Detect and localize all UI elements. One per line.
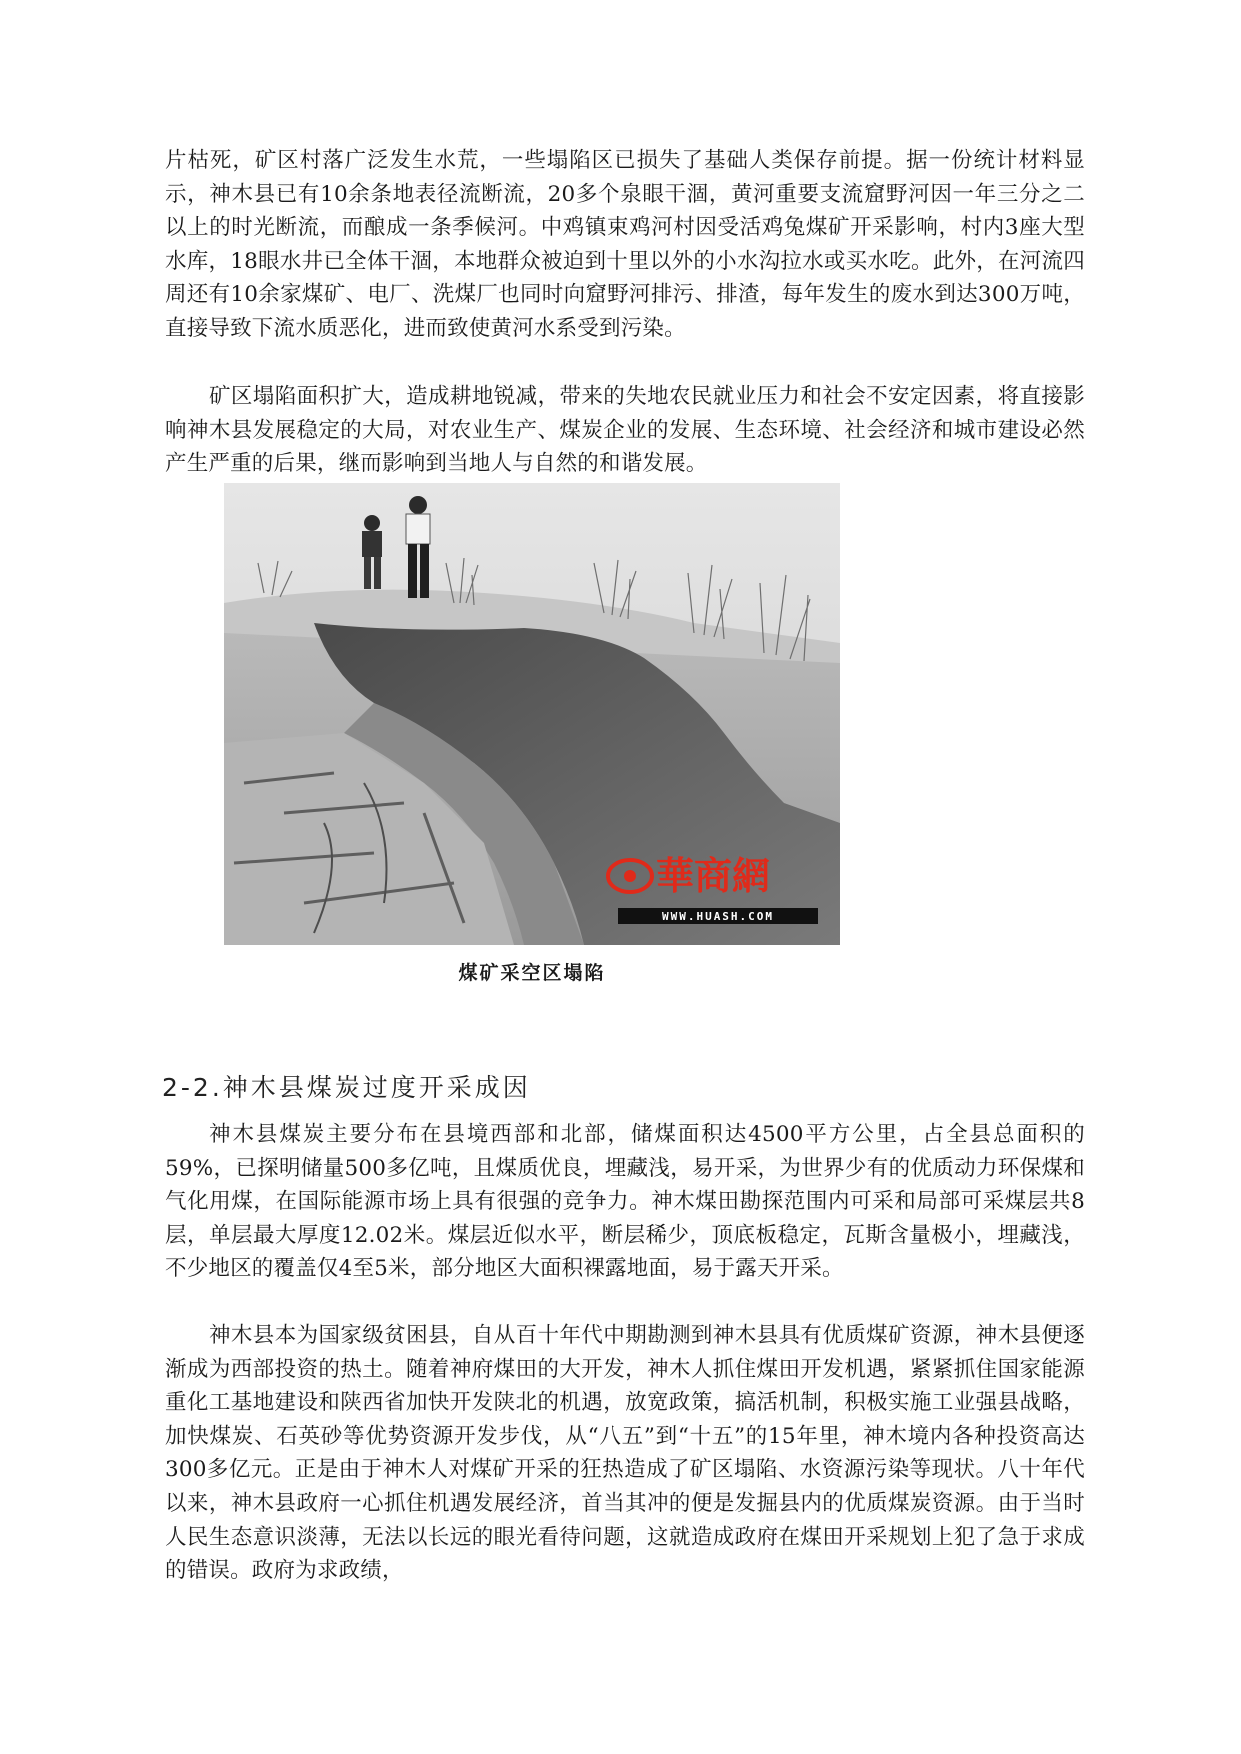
watermark-url-text: WWW.HUASH.COM xyxy=(661,910,775,923)
body-paragraph: 片枯死，矿区村落广泛发生水荒，一些塌陷区已损失了基础人类保存前提。据一份统计材料显示，神木县已有10余条地表径流断流，20多个泉眼干涸，黄河重要支流窟野河因一年三分之二以上的时光断流，而酿成一条季候河。中鸡镇束鸡河村因受活鸡兔煤矿开采影响，村内3座大型水库，18眼水井已全体干涸，本地群众被迫到十里以外的小水沟拉水或买水吃。此外，在河流四周还有10余家煤矿、电厂、洗煤厂也同时向窟野河排污、排渣，每年发生的废水到达300万吨，直接导致下流水质恶化，进而致使黄河水系受到污染。 xyxy=(165,148,1085,341)
watermark-brand-text: 華商網 xyxy=(656,853,771,898)
body-paragraph: 神木县煤炭主要分布在县境西部和北部，储煤面积达4500平方公里，占全县总面积的59%，已探明储量500多亿吨，且煤质优良，埋藏浅，易开采，为世界少有的优质动力环保煤和气化用煤，在国际能源市场上具有很强的竞争力。神木煤田勘探范围内可采和局部可采煤层共8层，单层最大厚度12.02米。煤层近似水平，断层稀少，顶底板稳定，瓦斯含量极小，埋藏浅，不少地区的覆盖仅4至5米，部分地区大面积裸露地面，易于露天开采。 xyxy=(165,1122,1085,1282)
collapse-photo xyxy=(224,483,840,945)
body-paragraph: 矿区塌陷面积扩大，造成耕地锐减，带来的失地农民就业压力和社会不安定因素，将直接影响神木县发展稳定的大局，对农业生产、煤炭企业的发展、生态环境、社会经济和城市建设必然产生严重的后果，继而影响到当地人与自然的和谐发展。 xyxy=(165,384,1085,477)
figure-caption: 煤矿采空区塌陷 xyxy=(458,962,606,984)
section-heading: 2-2.神木县煤炭过度开采成因 xyxy=(162,1073,531,1102)
body-paragraph: 神木县本为国家级贫困县，自从百十年代中期勘测到神木县具有优质煤矿资源，神木县便逐渐成为西部投资的热土。随着神府煤田的大开发，神木人抓住煤田开发机遇，紧紧抓住国家能源重化工基地建设和陕西省加快开发陕北的机遇，放宽政策，搞活机制，积极实施工业强县战略，加快煤炭、石英砂等优势资源开发步伐，从“八五”到“十五”的15年里，神木境内各种投资高达300多亿元。正是由于神木人对煤矿开采的狂热造成了矿区塌陷、水资源污染等现状。八十年代以来，神木县政府一心抓住机遇发展经济，首当其冲的便是发掘县内的优质煤炭资源。由于当时人民生态意识淡薄，无法以长远的眼光看待问题，这就造成政府在煤田开采规划上犯了急于求成的错误。政府为求政绩， xyxy=(165,1323,1085,1584)
